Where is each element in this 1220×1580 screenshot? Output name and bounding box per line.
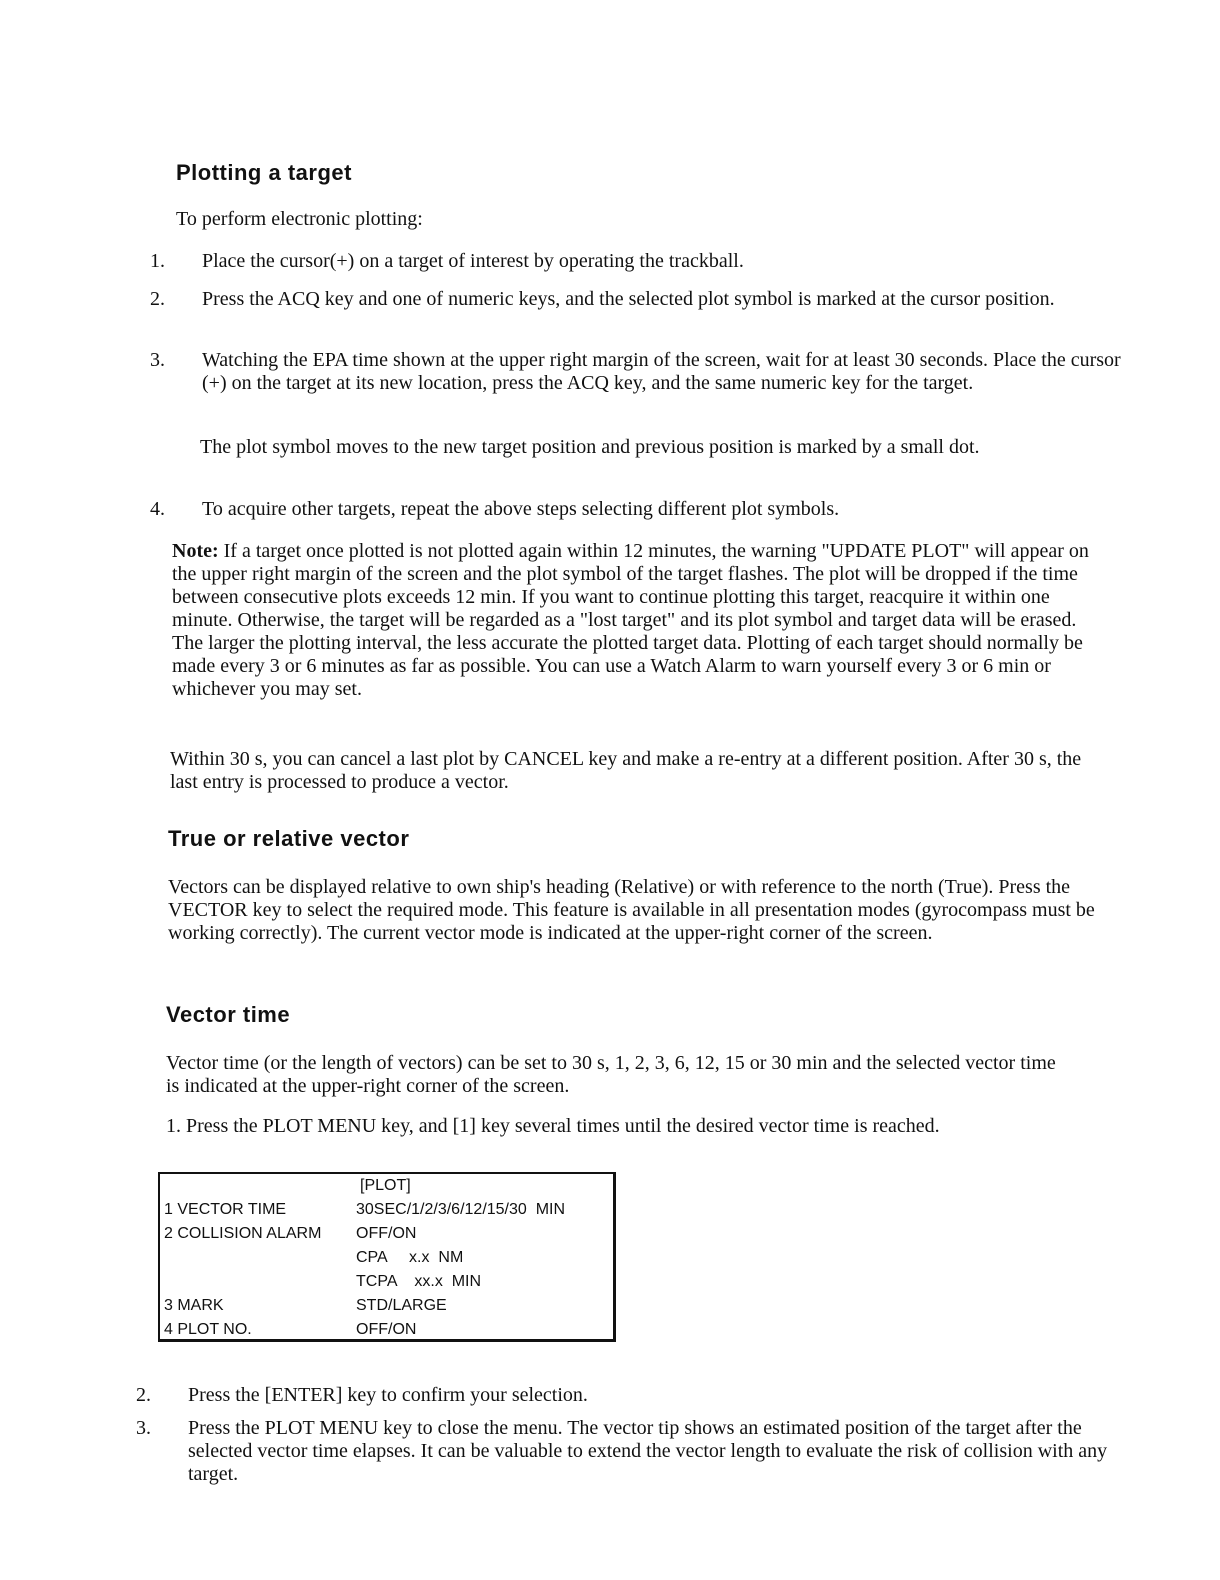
- step-number: 3.: [150, 349, 165, 371]
- plotting-cancel-text: Within 30 s, you can cancel a last plot by CANCEL key and make a re-entry at a different position. After 30 s, the last entry is processed to produce a vector.: [170, 748, 1082, 793]
- step-number: 2.: [150, 288, 165, 310]
- note-text: If a target once plotted is not plotted again within 12 minutes, the warning "UPDATE PLOT" will appear on the upper right margin of the screen and the plot symbol of the target flashes. The plot will be dropped if the time between consecutive plots exceeds 12 min. If you want to continue plotting this target, reacquire it within one minute. Otherwise, the target will be regarded as a "lost target" and its plot symbol and target data will be erased. The larger the plotting interval, the less accurate the plotted target data. Plotting of each target should normally be made every 3 or 6 minutes as far as possible. You can use a Watch Alarm to warn yourself every 3 or 6 min or whichever you may set.: [172, 540, 1089, 700]
- plot-menu-label: 4 PLOT NO.: [164, 1321, 252, 1338]
- plot-menu-label: 3 MARK: [164, 1297, 224, 1314]
- plotting-step-2: [150, 288, 1102, 311]
- plot-menu-value: OFF/ON: [356, 1225, 417, 1242]
- step-number: 3.: [136, 1417, 151, 1439]
- plotting-step-1: [150, 250, 1102, 273]
- section-heading-true-relative: True or relative vector: [168, 826, 410, 851]
- plotting-step-3: [150, 349, 1142, 395]
- step-number: 4.: [150, 498, 165, 520]
- plot-menu-value: CPA x.x NM: [356, 1249, 464, 1266]
- plotting-step-3-followup: The plot symbol moves to the new target position and previous position is marked by a small dot.: [200, 436, 980, 458]
- plot-menu-title: [PLOT]: [360, 1177, 411, 1194]
- vector-time-step-2: [136, 1384, 1128, 1407]
- step-text: Place the cursor(+) on a target of interest by operating the trackball.: [202, 250, 744, 272]
- plot-menu-box: [158, 1172, 616, 1342]
- step-number: 2.: [136, 1384, 151, 1406]
- plot-menu-label: 2 COLLISION ALARM: [164, 1225, 322, 1242]
- plotting-intro: To perform electronic plotting:: [176, 208, 423, 230]
- step-text: Watching the EPA time shown at the upper right margin of the screen, wait for at least 30 seconds. Place the cursor (+) on the target at its new location, press the ACQ key, and the same numeric key for the target.: [202, 349, 1121, 394]
- plot-menu-row: [160, 1270, 613, 1294]
- plot-menu-value: TCPA xx.x MIN: [356, 1273, 482, 1290]
- section-heading-plotting: Plotting a target: [176, 160, 352, 185]
- plot-menu-label: 1 VECTOR TIME: [164, 1201, 287, 1218]
- true-relative-text: Vectors can be displayed relative to own ship's heading (Relative) or with reference to the north (True). Press the VECTOR key to select the required mode. This feature is available in all presentation modes (gyrocompass must be working correctly). The current vector mode is indicated at the upper-right corner of the screen.: [168, 876, 1095, 944]
- plot-menu-row: [160, 1222, 613, 1246]
- plot-menu-row: [160, 1318, 613, 1342]
- vector-time-step-3: [136, 1417, 1133, 1486]
- plotting-step-4: [150, 498, 1102, 521]
- step-text: Press the ACQ key and one of numeric keys, and the selected plot symbol is marked at the cursor position.: [202, 288, 1055, 310]
- plot-menu-row: [160, 1246, 613, 1270]
- step-text: Press the PLOT MENU key, and [1] key several times until the desired vector time is reached.: [186, 1115, 940, 1137]
- plot-menu-value: OFF/ON: [356, 1321, 417, 1338]
- vector-time-text: Vector time (or the length of vectors) can be set to 30 s, 1, 2, 3, 6, 12, 15 or 30 min and the selected vector time is indicated at the upper-right corner of the screen.: [166, 1052, 1056, 1097]
- step-text: To acquire other targets, repeat the above steps selecting different plot symbols.: [202, 498, 840, 520]
- plot-menu-value: 30SEC/1/2/3/6/12/15/30 MIN: [356, 1201, 566, 1218]
- step-text: Press the [ENTER] key to confirm your selection.: [188, 1384, 588, 1406]
- plot-menu-row: [160, 1198, 613, 1222]
- vector-time-step-1: [166, 1115, 1106, 1138]
- section-heading-vector-time: Vector time: [166, 1002, 291, 1027]
- plotting-note: [172, 540, 1112, 701]
- step-number: 1.: [166, 1115, 181, 1137]
- plot-menu-title-row: [160, 1174, 613, 1198]
- plot-menu-row: [160, 1294, 613, 1318]
- plot-menu-value: STD/LARGE: [356, 1297, 447, 1314]
- step-number: 1.: [150, 250, 165, 272]
- note-label: Note:: [172, 540, 219, 562]
- step-text: Press the PLOT MENU key to close the menu. The vector tip shows an estimated position of the target after the selected vector time elapses. It can be valuable to extend the vector length to evaluate the risk of collision with any target.: [188, 1417, 1108, 1485]
